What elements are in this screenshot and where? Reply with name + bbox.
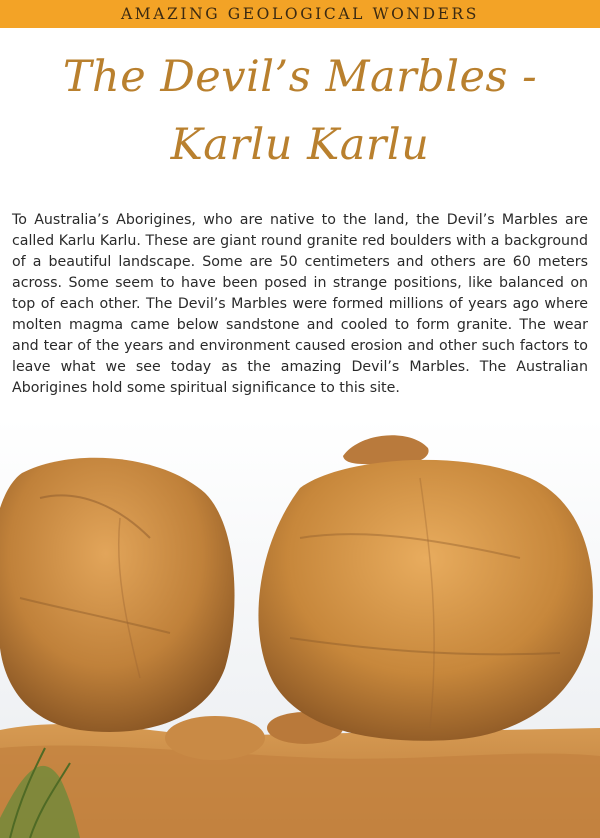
article-paragraph: To Australia’s Aborigines, who are native to the land, the Devil’s Marbles are called Karlu Karlu. These are giant round granite red boulders with a background of a beautiful landscape. Some are 50 centimeters and others are 60 meters across. Some seem to have been posed in strange positions, like balanced on top of each other. The Devil’s Marbles were formed millions of years ago where molten magma came below sandstone and cooled to form granite. The wear and tear of the years and environment caused erosion and other such factors to leave what we see today as the amazing Devil’s Marbles. The Australian Aborigines hold some spiritual significance to this site. xyxy=(12,212,588,397)
devils-marbles-photo xyxy=(0,418,600,838)
page-title-line-1: The Devil’s Marbles - xyxy=(62,52,538,102)
page-title-line-2: Karlu Karlu xyxy=(170,120,430,170)
section-banner xyxy=(0,0,600,28)
banner-text: AMAZING GEOLOGICAL WONDERS xyxy=(120,5,480,23)
